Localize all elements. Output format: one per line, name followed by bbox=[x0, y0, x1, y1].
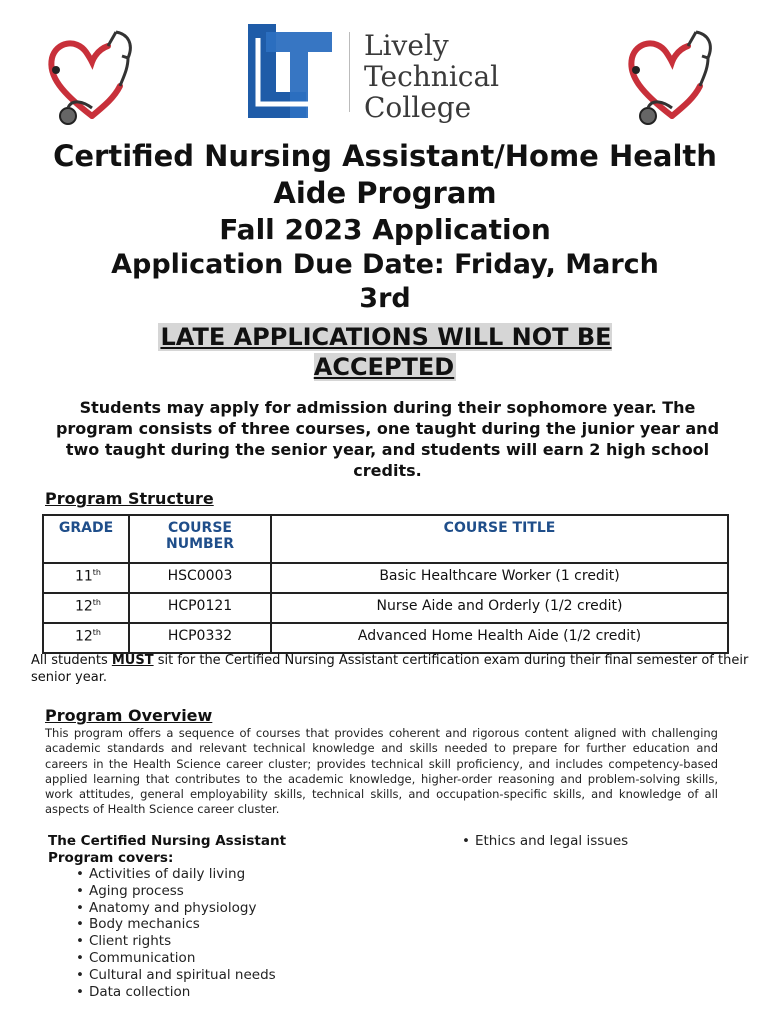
course-number-cell: HCP0332 bbox=[129, 623, 271, 653]
column-header: COURSE TITLE bbox=[271, 515, 728, 563]
college-name-line: Technical bbox=[364, 60, 500, 93]
column-header: COURSE NUMBER bbox=[129, 515, 271, 563]
table-row bbox=[43, 623, 728, 653]
intro-paragraph: Students may apply for admission during their sophomore year. The program consists of three courses, one taught during the junior year and two taught during the senior year, and students will earn 2 high school credits. bbox=[55, 398, 720, 480]
list-item: • Data collection bbox=[76, 984, 276, 1001]
logo-divider bbox=[349, 32, 350, 112]
late-notice: LATE APPLICATIONS WILL NOT BE ACCEPTED bbox=[160, 323, 612, 381]
table-row bbox=[43, 593, 728, 623]
list-item: • Anatomy and physiology bbox=[76, 900, 276, 917]
application-title: Fall 2023 Application bbox=[219, 213, 551, 246]
grade-cell: 11th bbox=[43, 563, 129, 593]
course-title-cell: Basic Healthcare Worker (1 credit) bbox=[271, 563, 728, 593]
program-structure-heading: Program Structure bbox=[45, 489, 214, 508]
college-name bbox=[364, 30, 499, 123]
program-overview-heading: Program Overview bbox=[45, 706, 213, 725]
list-item: • Ethics and legal issues bbox=[462, 833, 628, 849]
stethoscope-heart-icon bbox=[622, 28, 722, 128]
due-date: Application Due Date: Friday, March bbox=[111, 249, 659, 280]
course-number-cell: HCP0121 bbox=[129, 593, 271, 623]
stethoscope-heart-icon bbox=[42, 28, 142, 128]
title-block bbox=[30, 138, 740, 382]
course-title-cell: Advanced Home Health Aide (1/2 credit) bbox=[271, 623, 728, 653]
course-number-cell: HSC0003 bbox=[129, 563, 271, 593]
grade-cell: 12th bbox=[43, 623, 129, 653]
page-header bbox=[0, 0, 770, 140]
topics-list bbox=[76, 866, 276, 1000]
list-item: • Cultural and spiritual needs bbox=[76, 967, 276, 984]
table-row bbox=[43, 563, 728, 593]
list-item: • Client rights bbox=[76, 933, 276, 950]
exam-note: All students MUST sit for the Certified Nursing Assistant certification exam during their final semester of their senior year. bbox=[31, 653, 749, 685]
college-name-line: College bbox=[364, 91, 472, 124]
list-item: • Body mechanics bbox=[76, 916, 276, 933]
program-title: Aide Program bbox=[273, 176, 497, 210]
due-date: 3rd bbox=[359, 283, 411, 314]
list-item: • Communication bbox=[76, 950, 276, 967]
course-title-cell: Nurse Aide and Orderly (1/2 credit) bbox=[271, 593, 728, 623]
program-overview-text: This program offers a sequence of courses that provides coherent and rigorous content aligned with challenging academic standards and relevant technical knowledge and skills needed to prepare for further education and careers in the Health Science career cluster; provides technical skill proficiency, and includes competency-based applied learning that contributes to the academic knowledge, higher-order reasoning and problem-solving skills, work attitudes, general employability skills, technical skills, and occupation-specific skills, and knowledge of all aspects of Health Science career cluster. bbox=[45, 726, 718, 817]
grade-cell: 12th bbox=[43, 593, 129, 623]
course-table bbox=[42, 514, 729, 654]
program-title: Certified Nursing Assistant/Home Health bbox=[53, 139, 717, 173]
list-item: • Aging process bbox=[76, 883, 276, 900]
column-header: GRADE bbox=[43, 515, 129, 563]
list-item: • Activities of daily living bbox=[76, 866, 276, 883]
table-header-row bbox=[43, 515, 728, 563]
college-name-line: Lively bbox=[364, 29, 449, 62]
covers-title: The Certified Nursing Assistant Program covers: bbox=[48, 833, 287, 866]
